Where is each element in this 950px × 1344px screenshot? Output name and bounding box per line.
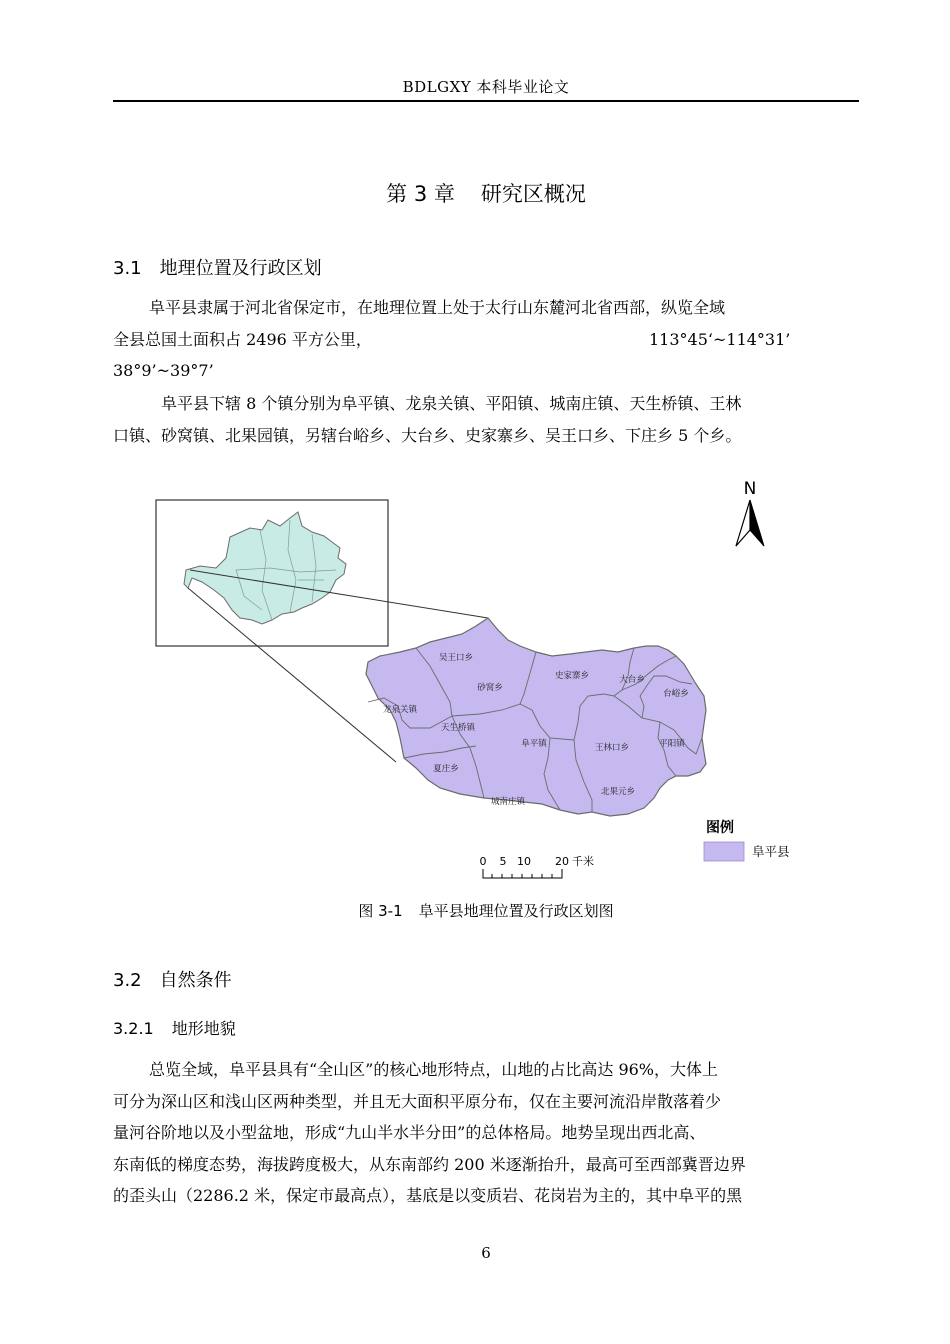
scale-unit: 千米 — [572, 855, 594, 868]
chapter-number: 第 3 章 — [386, 182, 455, 206]
section-title: 自然条件 — [159, 970, 232, 991]
legend-label: 阜平县 — [752, 844, 790, 859]
section-3-2-1-heading — [113, 1016, 236, 1039]
text-fragment: 113°45‘~114°31’ — [649, 329, 791, 349]
text-line: 量河谷阶地以及小型盆地，形成“九山半水半分田”的总体格局。地势呈现出西北高、 — [113, 1123, 706, 1142]
figure-caption — [113, 900, 859, 921]
map-label: 大台乡 — [619, 675, 645, 685]
map-label: 史家寨乡 — [554, 671, 590, 681]
scale-bar — [480, 854, 595, 868]
north-arrow-icon — [736, 479, 764, 546]
text-line: 东南低的梯度态势，海拔跨度极大，从东南部约 200 米逐渐抬升，最高可至西部冀晋边界 — [113, 1154, 746, 1174]
text-line: 口镇、砂窝镇、北果园镇，另辖台峪乡、大台乡、史家寨乡、吴王口乡、下庄乡 5 个乡。 — [113, 425, 742, 445]
paragraph-terrain — [113, 1054, 859, 1212]
section-number: 3.2.1 — [113, 1019, 154, 1038]
map-label: 平阳镇 — [659, 739, 685, 749]
map-label: 天生桥镇 — [440, 723, 476, 733]
scale-label: 5 — [499, 855, 507, 868]
text-line: 阜平县下辖 8 个镇分别为阜平镇、龙泉关镇、平阳镇、城南庄镇、天生桥镇、王林 — [161, 394, 742, 413]
text-line: 38°9’~39°7’ — [113, 361, 214, 380]
caption-number: 图 3-1 — [358, 902, 403, 920]
header-rule — [113, 100, 859, 102]
north-label: N — [743, 479, 757, 499]
map-label: 北果元乡 — [600, 787, 636, 797]
section-title: 地形地貌 — [171, 1019, 236, 1038]
section-number: 3.1 — [113, 258, 142, 279]
map-label: 砂窝乡 — [477, 683, 503, 693]
chapter-title: 研究区概况 — [480, 182, 586, 206]
page-number: 6 — [481, 1244, 491, 1262]
scale-bar-ticks — [480, 868, 610, 888]
scale-label: 10 — [517, 855, 531, 868]
legend-title: 图例 — [706, 820, 734, 836]
running-header: BDLGXY 本科毕业论文 — [402, 78, 570, 96]
paragraph-location — [113, 292, 859, 387]
map-label: 吴王口乡 — [438, 653, 474, 663]
legend-swatch — [704, 842, 744, 861]
text-line: 阜平县隶属于河北省保定市，在地理位置上处于太行山东麓河北省西部，纵览全域 — [149, 298, 726, 317]
map-label: 台峪乡 — [663, 689, 689, 699]
text-line: 可分为深山区和浅山区两种类型，并且无大面积平原分布，仅在主要河流沿岸散落着少 — [113, 1091, 722, 1111]
text-fragment: 全县总国土面积占 2496 平方公里， — [113, 329, 372, 349]
scale-label: 20 — [555, 855, 569, 868]
chapter-heading — [113, 178, 859, 208]
section-3-1-heading — [113, 254, 322, 280]
paragraph-divisions — [113, 388, 859, 451]
map-label: 王林口乡 — [594, 743, 630, 753]
scale-label: 0 — [479, 855, 487, 868]
map-label: 龙泉关镇 — [382, 705, 418, 715]
text-line — [113, 324, 859, 356]
location-map-figure — [140, 470, 810, 870]
map-svg — [140, 470, 810, 870]
section-3-2-heading — [113, 966, 232, 992]
map-label: 城南庄镇 — [490, 797, 526, 807]
connector-line-lower — [188, 588, 396, 762]
map-label: 夏庄乡 — [433, 764, 459, 774]
caption-title: 阜平县地理位置及行政区划图 — [418, 902, 614, 920]
section-number: 3.2 — [113, 970, 142, 991]
section-title: 地理位置及行政区划 — [159, 258, 322, 279]
map-label: 阜平镇 — [521, 739, 547, 749]
text-line: 的歪头山（2286.2 米，保定市最高点），基底是以变质岩、花岗岩为主的，其中阜平的黑 — [113, 1186, 743, 1205]
text-line: 总览全域，阜平县具有“全山区”的核心地形特点，山地的占比高达 96%，大体上 — [149, 1060, 719, 1079]
